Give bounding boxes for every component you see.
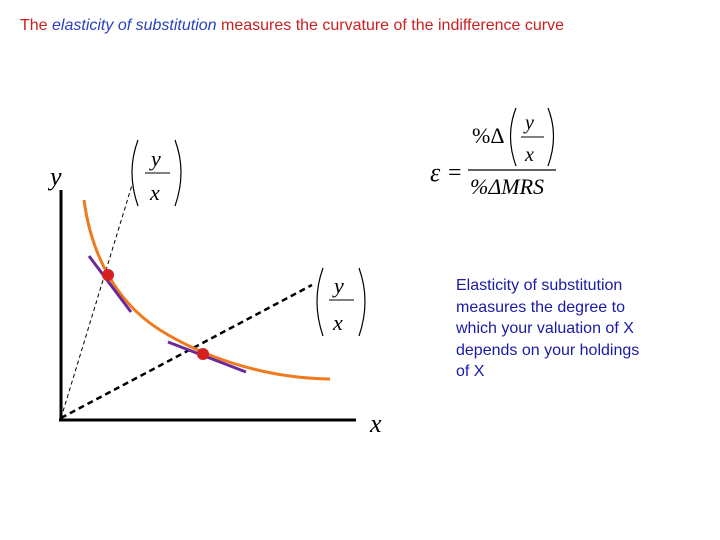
ratio-label-shallow [317, 268, 365, 336]
ratio-denominator: x [333, 310, 343, 335]
tangent-line-upper [89, 256, 131, 312]
formula-denominator: %ΔMRS [470, 174, 545, 199]
formula-numerator-top: y [525, 112, 534, 134]
tangency-point-upper [102, 269, 114, 281]
right-paren [175, 140, 181, 206]
title-suffix: measures the curvature of the indifference curve [216, 17, 564, 34]
left-paren [132, 140, 138, 206]
right-paren [359, 268, 365, 336]
ratio-denominator: x [150, 180, 160, 205]
epsilon-symbol: ε [430, 158, 441, 187]
y-axis-label: y [50, 162, 62, 191]
numerator-prefix: %Δ [472, 123, 505, 148]
title-emphasis: elasticity of substitution [52, 17, 217, 34]
elasticity-formula [430, 108, 556, 199]
formula-left-paren [511, 108, 517, 166]
equals-sign: = [448, 160, 462, 186]
ratio-numerator: y [151, 146, 161, 171]
left-paren [317, 268, 323, 336]
ratio-numerator: y [334, 273, 344, 298]
ray-shallow [61, 285, 312, 418]
ratio-label-steep [132, 140, 181, 206]
formula-right-paren [548, 108, 554, 166]
explanation-text: Elasticity of substitution measures the degree to which your valuation of X depends on your holdings of X [456, 277, 640, 380]
formula-numerator-bottom: x [525, 144, 534, 166]
tangency-point-lower [197, 348, 209, 360]
title-prefix: The [20, 17, 53, 34]
x-axis-label: x [370, 409, 382, 438]
